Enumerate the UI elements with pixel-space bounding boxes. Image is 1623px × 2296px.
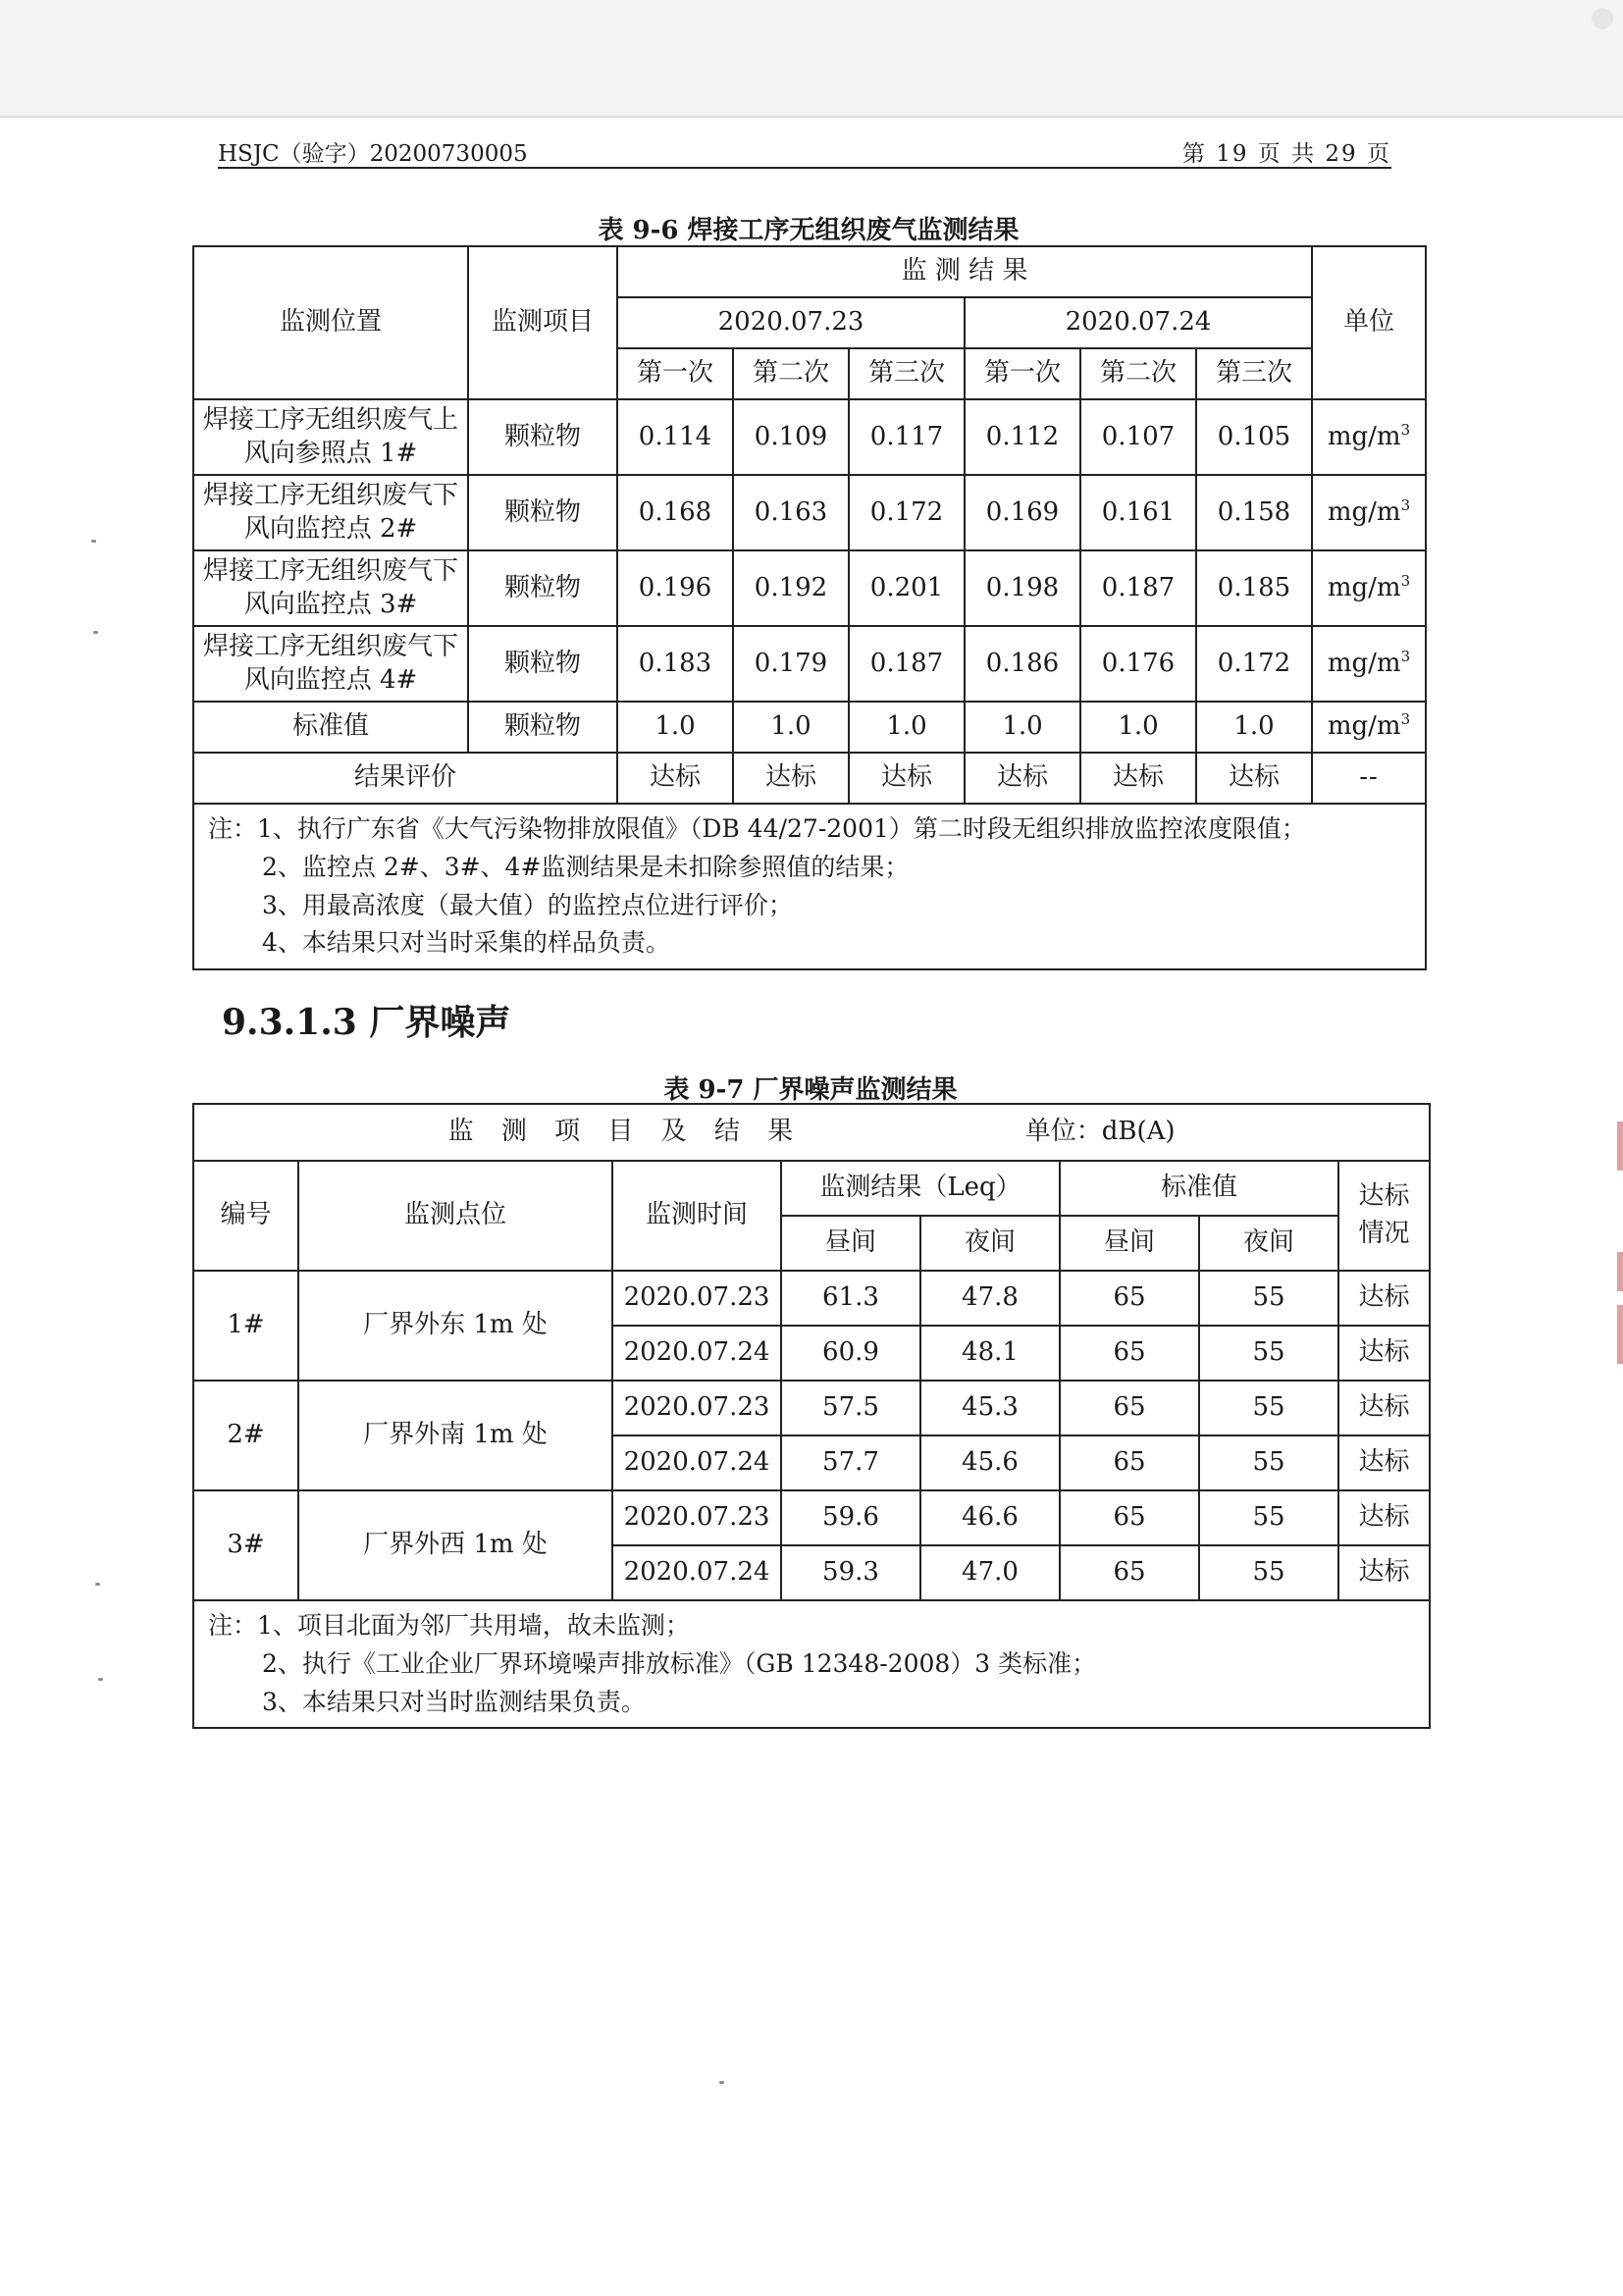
std-night-value: 55 [1199,1490,1338,1545]
scan-speck [93,631,98,634]
note-line: 注：1、项目北面为邻厂共用墙，故未监测； [208,1611,690,1640]
row-location: 焊接工序无组织废气下风向监控点 3# [193,550,468,626]
header-date-2: 2020.07.24 [965,297,1312,348]
night-value: 46.6 [920,1490,1060,1545]
row-value: 0.176 [1080,626,1196,702]
noise-title: 监 测 项 目 及 结 果 [447,1117,804,1147]
status-value: 达标 [1338,1326,1430,1381]
evaluation-value: 达标 [617,753,733,804]
scan-speck [98,1678,103,1681]
scan-speck [91,540,96,543]
header-round: 第一次 [965,348,1080,399]
table1-notes [193,804,1426,969]
measure-date: 2020.07.23 [612,1271,781,1326]
header-standard: 标准值 [1060,1161,1338,1216]
unit-superscript: 3 [1400,496,1411,514]
evaluation-value: 达标 [1196,753,1312,804]
std-day-value: 65 [1060,1271,1199,1326]
table-row [193,626,1426,702]
std-day-value: 65 [1060,1381,1199,1435]
evaluation-unit: -- [1312,753,1426,804]
evaluation-value: 达标 [733,753,849,804]
emission-table [192,245,1427,970]
noise-table [192,1103,1431,1729]
row-value: 0.172 [1196,626,1312,702]
row-value: 0.169 [965,475,1080,550]
standard-row [193,702,1426,753]
standard-value: 1.0 [1080,702,1196,753]
header-no: 编号 [193,1161,298,1271]
table-row [193,399,1426,475]
day-value: 61.3 [781,1271,920,1326]
status-value: 达标 [1338,1271,1430,1326]
row-item: 颗粒物 [468,626,617,702]
standard-value: 1.0 [1196,702,1312,753]
row-value: 0.198 [965,550,1080,626]
evaluation-value: 达标 [965,753,1080,804]
evaluation-label: 结果评价 [193,753,617,804]
standard-value: 1.0 [733,702,849,753]
row-value: 0.185 [1196,550,1312,626]
row-value: 0.105 [1196,399,1312,475]
row-unit [1312,550,1426,626]
standard-value: 1.0 [965,702,1080,753]
note-line: 4、本结果只对当时采集的样品负责。 [262,928,670,958]
right-edge-mark [1617,1305,1623,1364]
row-value: 0.161 [1080,475,1196,550]
std-day-value: 65 [1060,1545,1199,1600]
scan-top-margin [0,0,1623,116]
row-item: 颗粒物 [468,399,617,475]
standard-value: 1.0 [849,702,965,753]
header-round: 第一次 [617,348,733,399]
table1-caption: 表 9-6 焊接工序无组织废气监测结果 [598,216,1020,245]
day-value: 57.7 [781,1435,920,1490]
header-time: 监测时间 [612,1161,781,1271]
row-value: 0.109 [733,399,849,475]
notes-row [193,1600,1430,1728]
header-round: 第三次 [849,348,965,399]
row-value: 0.192 [733,550,849,626]
std-day-value: 65 [1060,1435,1199,1490]
row-value: 0.187 [1080,550,1196,626]
row-value: 0.172 [849,475,965,550]
header-std-day: 昼间 [1060,1216,1199,1271]
note-line: 2、执行《工业企业厂界环境噪声排放标准》（GB 12348-2008）3 类标准； [262,1648,1097,1678]
header-night: 夜间 [920,1216,1060,1271]
header-date-1: 2020.07.23 [617,297,965,348]
header-status-text: 达标情况 [1358,1181,1410,1248]
point-location: 厂界外西 1m 处 [298,1490,612,1600]
measure-date: 2020.07.23 [612,1381,781,1435]
page-number: 第 19 页 共 29 页 [1181,141,1391,167]
scan-edge-line [0,116,1623,118]
table-row [193,550,1426,626]
std-night-value: 55 [1199,1545,1338,1600]
header-day: 昼间 [781,1216,920,1271]
point-no: 1# [193,1271,298,1381]
unit-superscript: 3 [1400,571,1411,590]
row-value: 0.179 [733,626,849,702]
row-value: 0.187 [849,626,965,702]
point-no: 3# [193,1490,298,1600]
table-row [193,1271,1430,1326]
day-value: 57.5 [781,1381,920,1435]
day-value: 59.6 [781,1490,920,1545]
header-item: 监测项目 [468,246,617,399]
right-edge-mark [1617,1122,1623,1171]
header-result: 监测结果（Leq） [781,1161,1060,1216]
notes-row [193,804,1426,969]
std-night-value: 55 [1199,1326,1338,1381]
std-night-value: 55 [1199,1271,1338,1326]
corner-mark [1592,8,1613,29]
evaluation-value: 达标 [849,753,965,804]
point-location: 厂界外东 1m 处 [298,1271,612,1381]
unit-text: mg/m [1327,648,1401,678]
std-day-value: 65 [1060,1490,1199,1545]
point-location: 厂界外南 1m 处 [298,1381,612,1490]
row-value: 0.107 [1080,399,1196,475]
row-value: 0.158 [1196,475,1312,550]
noise-title-row [193,1104,1430,1161]
unit-text: mg/m [1327,711,1401,742]
row-value: 0.196 [617,550,733,626]
day-value: 60.9 [781,1326,920,1381]
scan-speck [719,2081,724,2084]
row-value: 0.112 [965,399,1080,475]
note-line: 2、监控点 2#、3#、4#监测结果是未扣除参照值的结果； [262,852,910,881]
row-location: 焊接工序无组织废气下风向监控点 2# [193,475,468,550]
row-value: 0.117 [849,399,965,475]
row-location: 焊接工序无组织废气上风向参照点 1# [193,399,468,475]
measure-date: 2020.07.24 [612,1435,781,1490]
row-location: 焊接工序无组织废气下风向监控点 4# [193,626,468,702]
night-value: 47.0 [920,1545,1060,1600]
unit-text: mg/m [1327,572,1401,602]
night-value: 47.8 [920,1271,1060,1326]
unit-text: mg/m [1327,421,1401,451]
row-value: 0.168 [617,475,733,550]
unit-superscript: 3 [1400,647,1411,665]
row-value: 0.163 [733,475,849,550]
std-night-value: 55 [1199,1435,1338,1490]
noise-unit: 单位：dB(A) [1024,1117,1176,1147]
status-value: 达标 [1338,1381,1430,1435]
row-unit [1312,475,1426,550]
std-night-value: 55 [1199,1381,1338,1435]
header-round: 第二次 [1080,348,1196,399]
row-value: 0.186 [965,626,1080,702]
header-location: 监测位置 [193,246,468,399]
row-item: 颗粒物 [468,550,617,626]
standard-unit [1312,702,1426,753]
note-line: 3、用最高浓度（最大值）的监控点位进行评价； [262,890,793,919]
section-heading: 9.3.1.3 厂界噪声 [222,1002,511,1043]
header-results: 监 测 结 果 [617,246,1312,297]
std-day-value: 65 [1060,1326,1199,1381]
evaluation-row [193,753,1426,804]
day-value: 59.3 [781,1545,920,1600]
table2-notes [193,1600,1430,1728]
row-unit [1312,626,1426,702]
measure-date: 2020.07.23 [612,1490,781,1545]
row-item: 颗粒物 [468,475,617,550]
right-edge-mark [1617,1252,1623,1291]
table-row [193,1381,1430,1435]
scan-speck [95,1583,100,1586]
unit-superscript: 3 [1400,420,1411,439]
table-row [193,475,1426,550]
table2-caption: 表 9-7 厂界噪声监测结果 [663,1075,958,1105]
document-number: HSJC（验字）20200730005 [218,141,528,167]
row-value: 0.183 [617,626,733,702]
header-std-night: 夜间 [1199,1216,1338,1271]
point-no: 2# [193,1381,298,1490]
standard-value: 1.0 [617,702,733,753]
standard-item: 颗粒物 [468,702,617,753]
status-value: 达标 [1338,1490,1430,1545]
note-line: 3、本结果只对当时监测结果负责。 [262,1687,646,1716]
table-row [193,1490,1430,1545]
night-value: 45.3 [920,1381,1060,1435]
standard-label: 标准值 [193,702,468,753]
status-value: 达标 [1338,1545,1430,1600]
measure-date: 2020.07.24 [612,1545,781,1600]
header-round: 第三次 [1196,348,1312,399]
row-value: 0.201 [849,550,965,626]
status-value: 达标 [1338,1435,1430,1490]
evaluation-value: 达标 [1080,753,1196,804]
night-value: 48.1 [920,1326,1060,1381]
unit-text: mg/m [1327,496,1401,527]
note-line: 注：1、执行广东省《大气污染物排放限值》（DB 44/27-2001）第二时段无组织排放监控浓度限值； [208,814,1306,843]
measure-date: 2020.07.24 [612,1326,781,1381]
row-value: 0.114 [617,399,733,475]
header-status [1338,1161,1430,1271]
header-round: 第二次 [733,348,849,399]
night-value: 45.6 [920,1435,1060,1490]
header-point: 监测点位 [298,1161,612,1271]
unit-superscript: 3 [1400,710,1411,729]
header-unit: 单位 [1312,246,1426,399]
row-unit [1312,399,1426,475]
header-rule [218,167,1391,169]
